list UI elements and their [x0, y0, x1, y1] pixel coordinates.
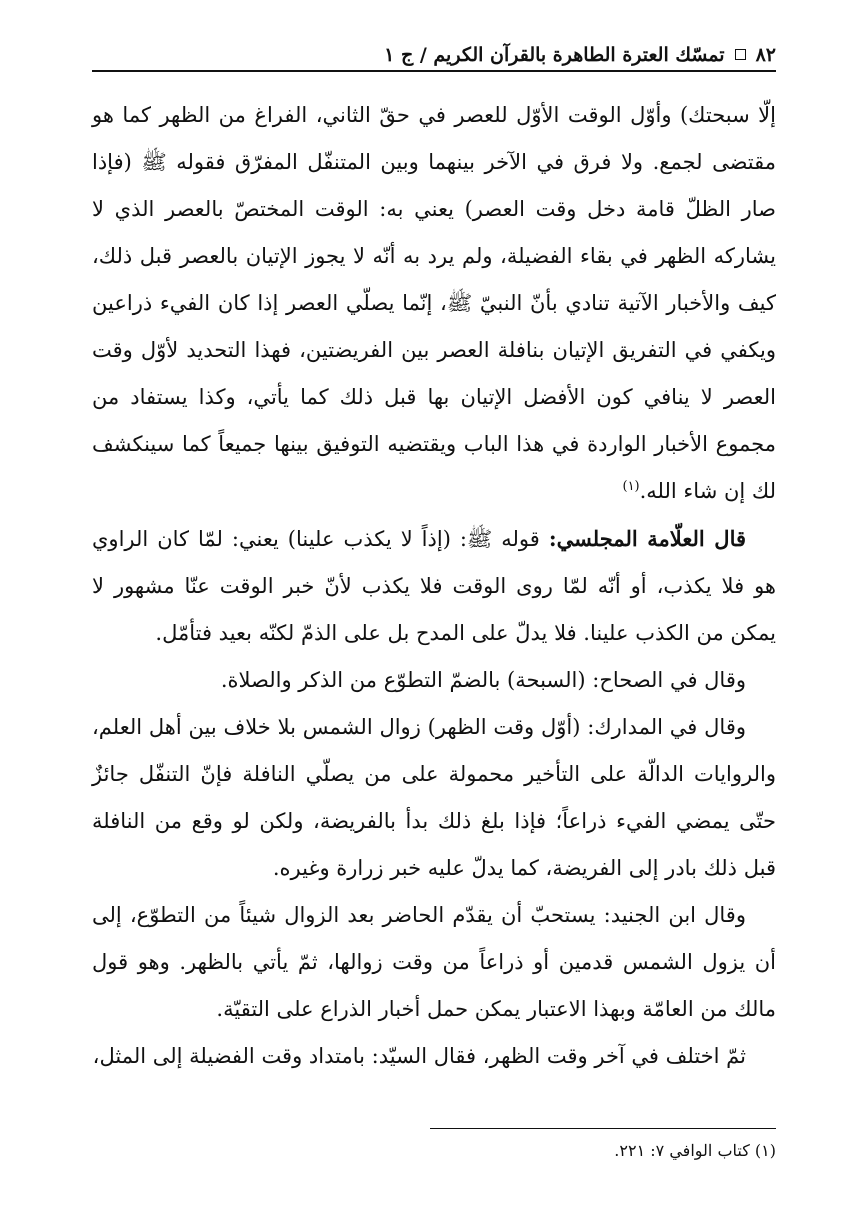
paragraph-2-lead: قال العلّامة المجلسي:	[548, 526, 747, 551]
running-header	[92, 32, 776, 66]
paragraph-1	[92, 92, 776, 515]
paragraph-2	[92, 515, 776, 657]
paragraph-3: وقال في الصحاح: (السبحة) بالضمّ التطوّع من الذكر والصلاة.	[220, 668, 746, 692]
paragraph-4: وقال في المدارك: (أوّل وقت الظهر) زوال الشمس بلا خلاف بين أهل العلم، والروايات الدالّة على التأخير محمولة على من يصلّي النافلة فإنّ التنفّل جائزٌ حتّى يمضي الفيء ذراعاً؛ فإذا بلغ ذلك بدأ بالفريضة، ولكن لو وقع من النافلة قبل ذلك بادر إلى الفريضة، كما يدلّ عليه خبر زرارة وغيره.	[92, 715, 776, 880]
footnote-reference: (١)	[622, 479, 640, 494]
paragraph-2-text: قوله ﷺ: (إذاً لا يكذب علينا) يعني: لمّا كان الراوي هو فلا يكذب، أو أنّه لمّا روى الوقت فلا يكذب لأنّ خبر الوقت عنّا مشهور لا يمكن من الكذب علينا. فلا يدلّ على المدح بل على الذمّ لكنّه بعيد فتأمّل.	[92, 527, 776, 645]
footnote: (١) كتاب الوافي ٧: ٢٢١.	[614, 1141, 776, 1160]
square-ornament-icon	[735, 49, 746, 60]
paragraph-6: ثمّ اختلف في آخر وقت الظهر، فقال السيّد: بامتداد وقت الفضيلة إلى المثل،	[92, 1044, 746, 1068]
main-text	[92, 92, 776, 1080]
running-title: تمسّك العترة الطاهرة بالقرآن الكريم / ج ١	[384, 44, 725, 66]
footnote-divider	[430, 1128, 776, 1129]
paragraph-1-text: إلّا سبحتك) وأوّل الوقت الأوّل للعصر في حقّ الثاني، الفراغ من الظهر كما هو مقتضى لجمع. ولا فرق في الآخر بينهما وبين المتنفّل المفرّق فقوله ﷺ (فإذا صار الظلّ قامة دخل وقت العصر) يعني به: الوقت المختصّ بالعصر الذي لا يشاركه الظهر في بقاء الفضيلة، ولم يرد به أنّه لا يجوز الإتيان بالعصر قبل ذلك، كيف والأخبار الآتية تنادي بأنّ النبيّ ﷺ، إنّما يصلّي العصر إذا كان الفيء ذراعين ويكفي في التفريق الإتيان بنافلة العصر بين الفريضتين، فهذا التحديد لأوّل وقت العصر لا ينافي كون الأفضل الإتيان بها قبل ذلك كما يأتي، وكذا يستفاد من مجموع الأخبار الواردة في هذا الباب ويقتضيه التوفيق بينها جميعاً كما سينكشف لك إن شاء الله.	[92, 103, 776, 503]
header-divider	[92, 70, 776, 72]
page-number: ٨٢	[755, 44, 776, 66]
paragraph-5: وقال ابن الجنيد: يستحبّ أن يقدّم الحاضر بعد الزوال شيئاً من التطوّع، إلى أن يزول الشمس قدمين أو ذراعاً من وقت زوالها، ثمّ يأتي بالظهر. وهو قول مالك من العامّة وبهذا الاعتبار يمكن حمل أخبار الذراع على التقيّة.	[92, 903, 776, 1021]
